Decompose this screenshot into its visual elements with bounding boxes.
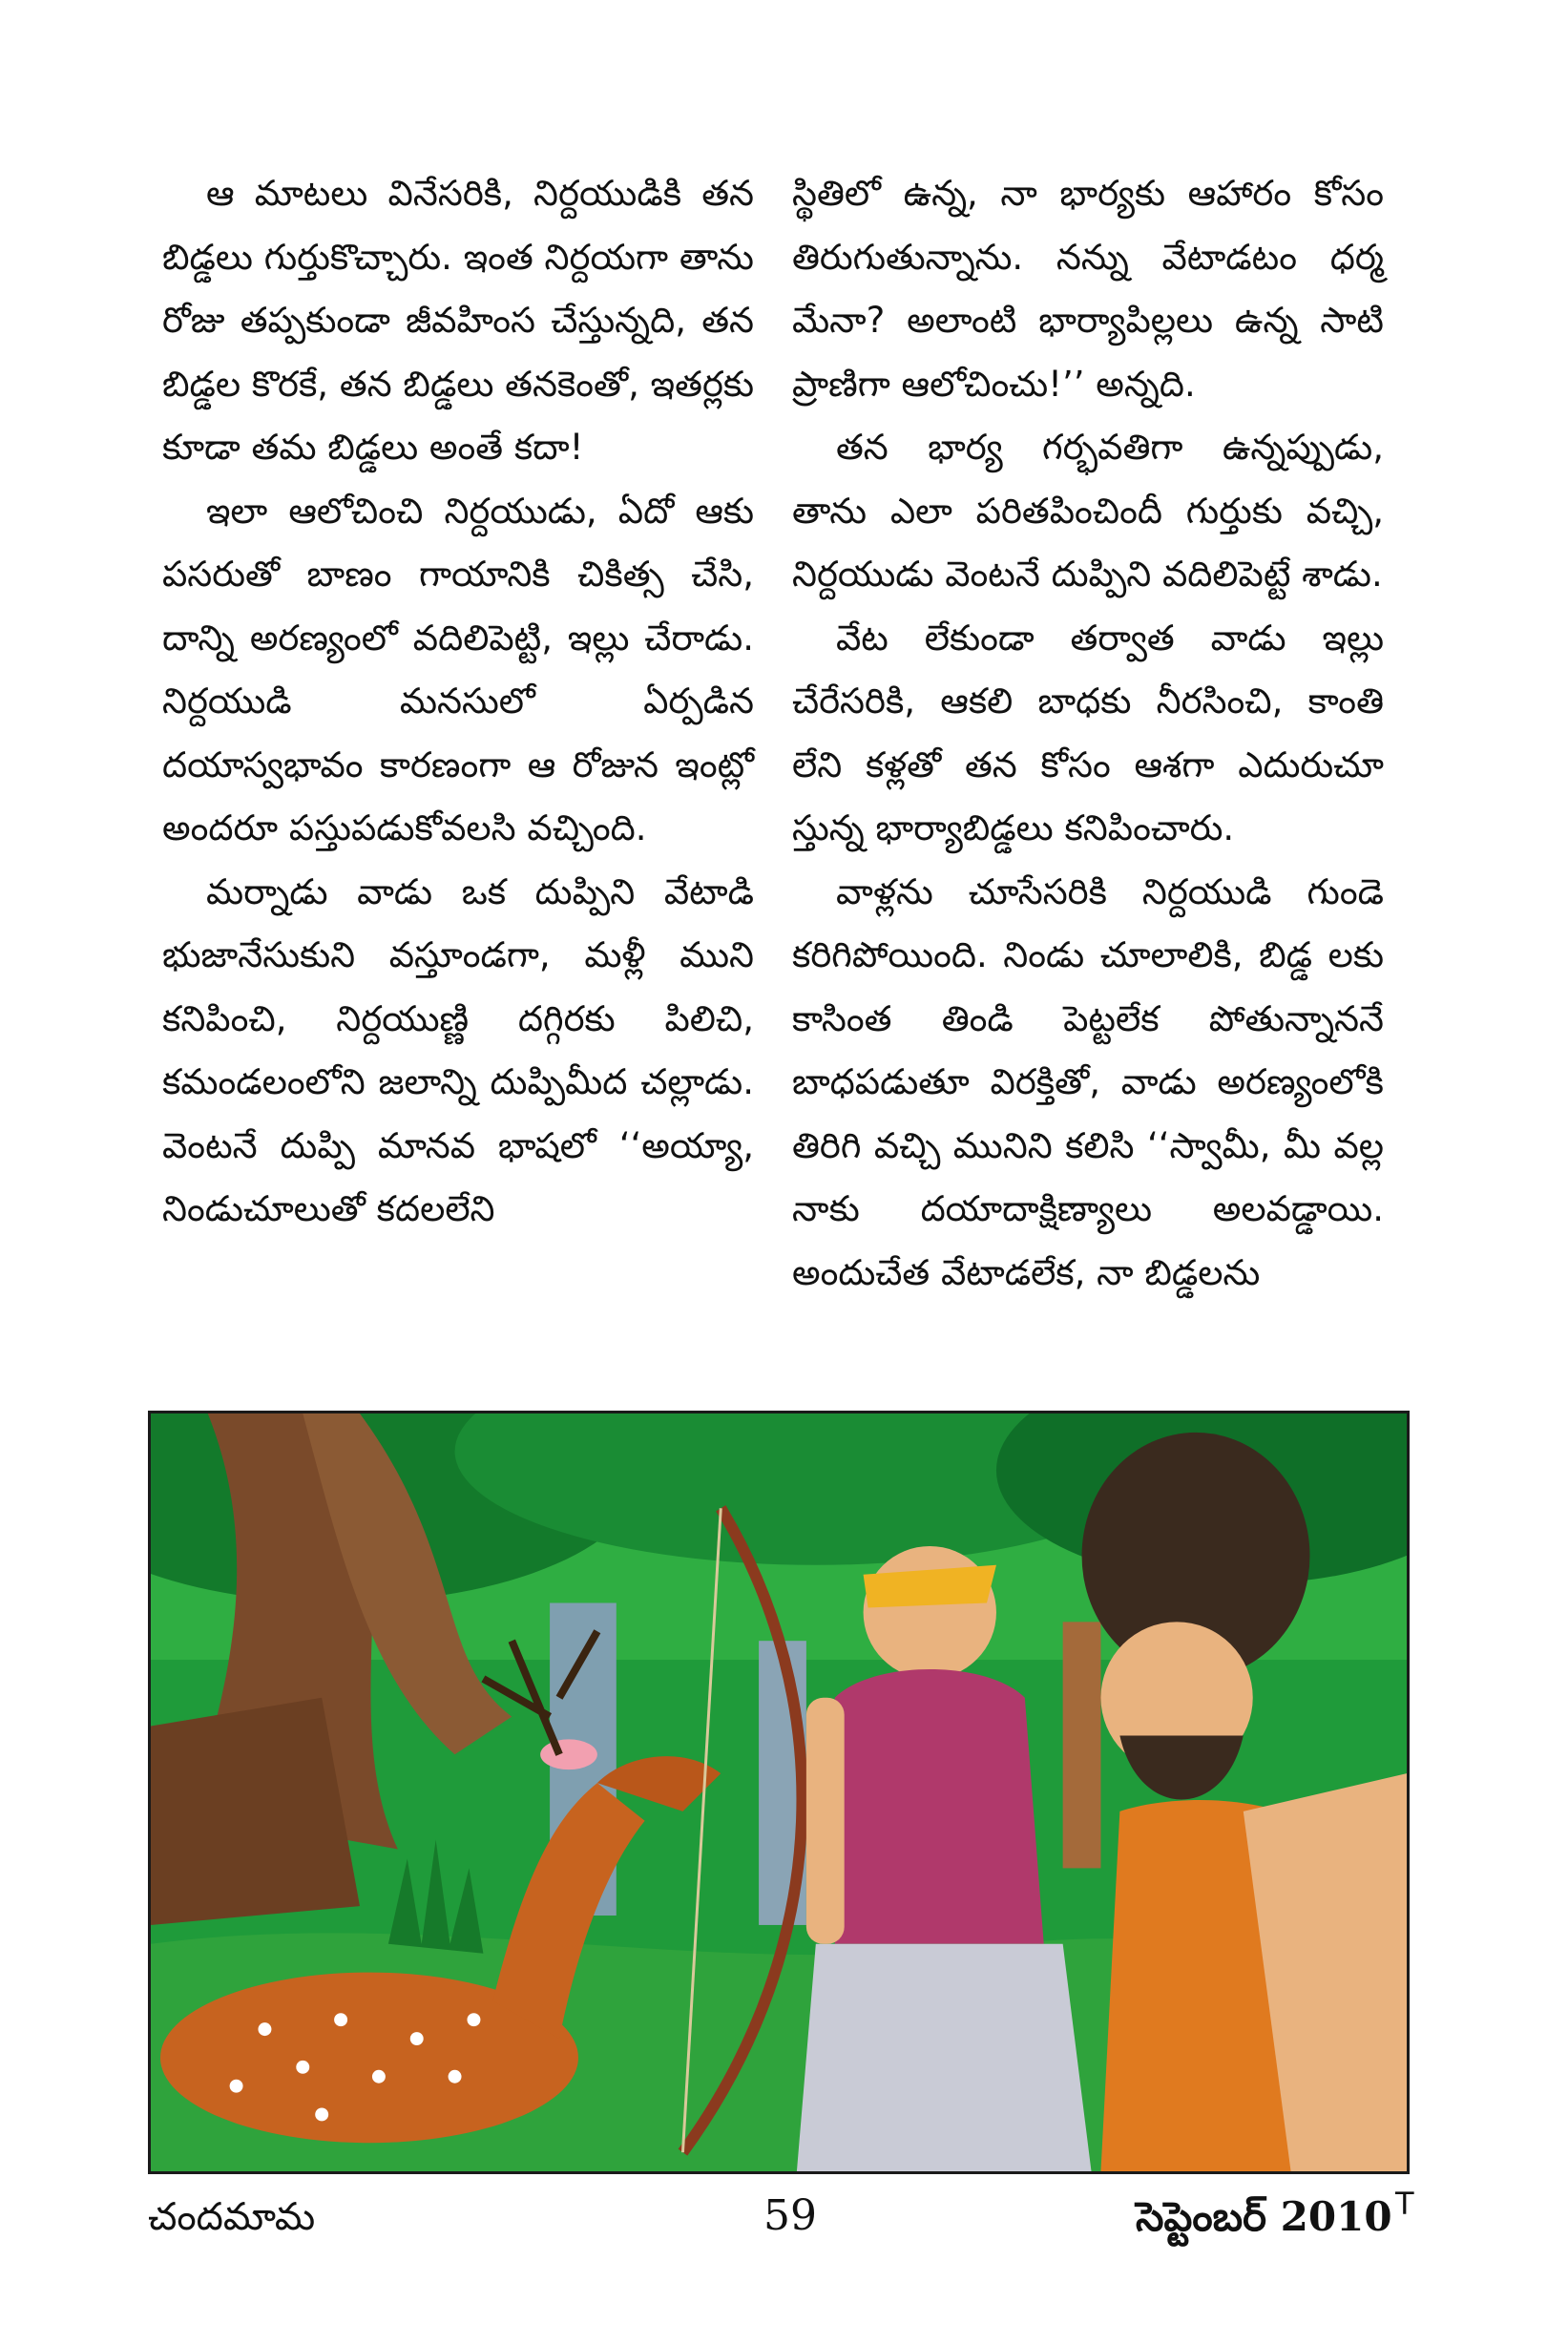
page-number: 59 [763,2191,817,2240]
story-illustration [148,1411,1410,2174]
paragraph: మర్నాడు వాడు ఒక దుప్పిని వేటాడి భుజానేసుకుని వస్తూండగా, మళ్లీ ముని కనిపించి, నిర్దయుణ్ణి దగ్గిరకు పిలిచి, కమండలంలోని జలాన్ని దుప్పిమీద చల్లాడు. వెంటనే దుప్పి మానవ భాషలో ‘‘అయ్యా, నిండుచూలుతో కదలలేని [162,870,754,1229]
paragraph: తన భార్య గర్భవతిగా ఉన్నప్పుడు, తాను ఎలా పరితపించిందీ గుర్తుకు వచ్చి, నిర్దయుడు వెంటనే దుప్పిని వదిలిపెట్టే శాడు. [792,427,1384,595]
page-footer [0,2186,1568,2262]
issue-date: సెప్టెంబర్ 2010 [1136,2193,1392,2240]
paragraph: ఆ మాటలు వినేసరికి, నిర్దయుడికి తన బిడ్డలు గుర్తుకొచ్చారు. ఇంత నిర్దయగా తాను రోజు తప్పకుండా జీవహింస చేస్తున్నది, తన బిడ్డల కొరకే, తన బిడ్డలు తనకెంతో, ఇతర్లకు కూడా తమ బిడ్డలు అంతే కదా! [162,173,754,468]
paragraph: వాళ్లను చూసేసరికి నిర్దయుడి గుండె కరిగిపోయింది. నిండు చూలాలికి, బిడ్డ లకు కాసింత తిండి పెట్టలేక పోతున్నాననే బాధపడుతూ విరక్తితో, వాడు అరణ్యంలోకి తిరిగి వచ్చి మునిని కలిసి ‘‘స్వామీ, మీ వల్ల నాకు దయాదాక్షిణ్యాలు అలవడ్డాయి. అందుచేత వేటాడలేక, నా బిడ్డలను [792,870,1384,1293]
magazine-name: చందమామ [148,2195,316,2239]
text-column-right [792,162,1384,1305]
paragraph: స్థితిలో ఉన్న, నా భార్యకు ఆహారం కోసం తిరుగుతున్నాను. నన్ను వేటాడటం ధర్మ మేనా? అలాంటి భార్యాపిల్లలు ఉన్న సాటి ప్రాణిగా ఆలోచించు!’’ అన్నది. [792,173,1384,405]
forest-scene-image [151,1413,1407,2171]
paragraph: వేట లేకుండా తర్వాత వాడు ఇల్లు చేరేసరికి, ఆకలి బాధకు నీరసించి, కాంతి లేని కళ్లతో తన కోసం ఆశగా ఎదురుచూ స్తున్న భార్యాబిడ్డలు కనిపించారు. [792,617,1384,848]
text-column-left [162,162,754,1242]
corner-mark: T [1395,2186,1414,2222]
paragraph: ఇలా ఆలోచించి నిర్దయుడు, ఏదో ఆకు పసరుతో బాణం గాయానికి చికిత్స చేసి, దాన్ని అరణ్యంలో వదిలిపెట్టి, ఇల్లు చేరాడు. నిర్దయుడి మనసులో ఏర్పడిన దయాస్వభావం కారణంగా ఆ రోజున ఇంట్లో అందరూ పస్తుపడుకోవలసి వచ్చింది. [162,490,754,848]
